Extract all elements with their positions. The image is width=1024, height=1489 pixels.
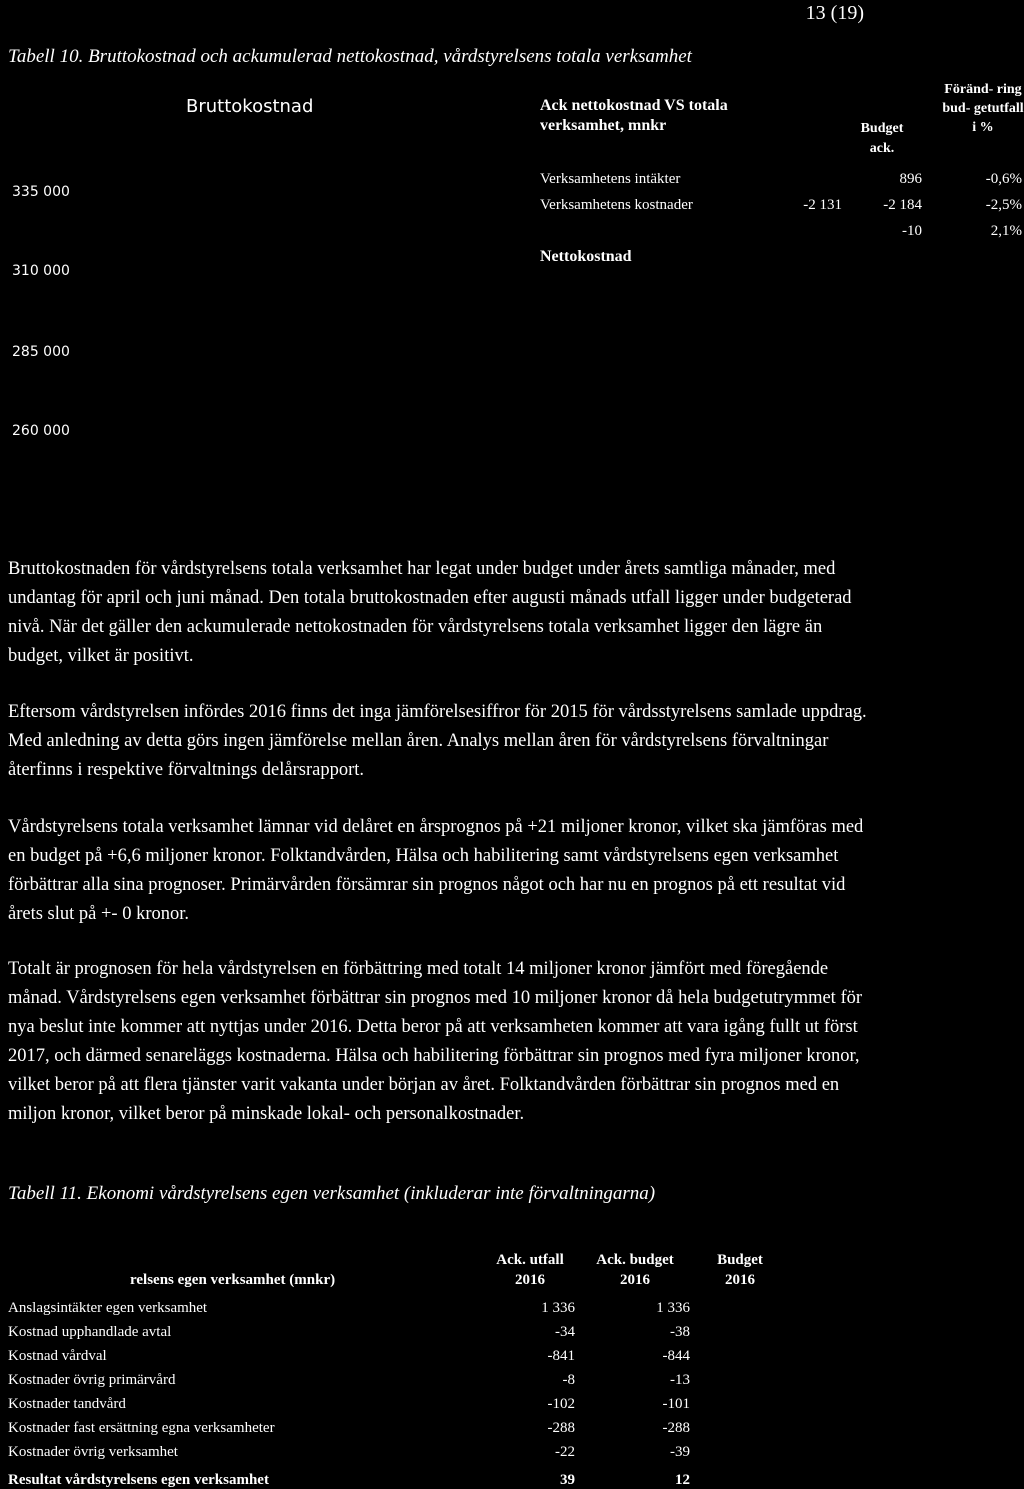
- table11-row-label: Anslagsintäkter egen verksamhet: [8, 1300, 208, 1316]
- table11-header-label: relsens egen verksamhet (mnkr): [130, 1272, 336, 1288]
- table11-row-v1: 1 336: [541, 1300, 575, 1316]
- table11-row-label: Kostnad vårdval: [8, 1348, 107, 1364]
- table11-header-col1: Ack. utfall 2016: [496, 1252, 564, 1288]
- table11-row-v1: -102: [547, 1396, 575, 1412]
- table11-row-label: Kostnader övrig primärvård: [8, 1372, 176, 1388]
- table10-row-outcome: -2 131: [803, 197, 842, 213]
- table10-row-label: Verksamhetens intäkter: [540, 171, 681, 187]
- table11-caption: Tabell 11. Ekonomi vårdstyrelsens egen verksamhet (inkluderar inte förvaltningarna): [8, 1183, 656, 1204]
- table11-row-v1: -288: [547, 1420, 575, 1436]
- y-tick-label: 310 000: [12, 263, 70, 279]
- paragraph: Bruttokostnaden för vårdstyrelsens totala verksamhet har legat under budget under årets samtliga månader, med undantag för april och juni månad. Den totala bruttokostnaden efter augusti månads utfall ligger under budgeterad nivå. När det gäller den ackumulerade nettokostnaden för vårdstyrelsens totala verksamhet ligger den lägre än budget, vilket är positivt.: [8, 559, 852, 666]
- table11-row-v2: -288: [662, 1420, 690, 1436]
- table10-row-budget: -2 184: [883, 197, 922, 213]
- page-number: 13 (19): [805, 2, 864, 24]
- paragraph: Totalt är prognosen för hela vårdstyrelsen en förbättring med totalt 14 miljoner kronor jämfört med föregående månad. Vårdstyrelsens egen verksamhet förbättrar sin prognos med 10 miljoner kronor då hela budgetutrymmet för nya beslut inte kommer att nyttjas under 2016. Detta beror på att verksamheten kommer att vara igång fullt ut först 2017, och därmed senareläggs kostnaderna. Hälsa och habilitering förbättrar sin prognos med fyra miljoner kronor, vilket beror på att flera tjänster varit vakanta under början av året. Folktandvården förbättrar sin prognos med en miljon kronor, vilket beror på minskade lokal- och personalkostnader.: [8, 959, 863, 1124]
- table11-header-col3: Budget 2016: [717, 1252, 763, 1288]
- table10-header-change: Föränd- ring bud- getutfall i %: [942, 82, 1024, 135]
- table10-row-budget: 896: [899, 171, 922, 187]
- table11-row-v2: -13: [670, 1372, 690, 1388]
- y-tick-label: 285 000: [12, 344, 70, 360]
- table11-header-col2: Ack. budget 2016: [596, 1252, 674, 1288]
- table11-row-v1: -841: [547, 1348, 575, 1364]
- table10-row-budget: -10: [902, 223, 922, 239]
- paragraph: Eftersom vårdstyrelsen infördes 2016 finns det inga jämförelsesiffror för 2015 för vårdsstyrelsens samlade uppdrag. Med anledning av detta görs ingen jämförelse mellan åren. Analys mellan åren för vårdstyrelsens förvaltningar återfinns i respektive förvaltnings delårsrapport.: [8, 702, 867, 780]
- table10-row-change: -2,5%: [985, 197, 1022, 213]
- table10-header-budget: Budget ack.: [860, 121, 904, 156]
- table11-row-v2: -39: [670, 1444, 690, 1460]
- table11-row-label: Kostnad upphandlade avtal: [8, 1324, 172, 1340]
- table10-row-change: 2,1%: [990, 223, 1022, 239]
- table10-net-label: Nettokostnad: [540, 248, 632, 265]
- table11-row-v2: 1 336: [656, 1300, 690, 1316]
- table11-result-v2: 12: [675, 1472, 690, 1488]
- table11-row-v2: -101: [662, 1396, 690, 1412]
- table11-row-label: Kostnader övrig verksamhet: [8, 1444, 178, 1460]
- table11-result-v1: 39: [560, 1472, 575, 1488]
- table10-caption: Tabell 10. Bruttokostnad och ackumulerad nettokostnad, vårdstyrelsens totala verksamhet: [8, 46, 692, 67]
- table11-row-v1: -22: [555, 1444, 575, 1460]
- table11-row-v1: -34: [555, 1324, 575, 1340]
- table10-header-label: Ack nettokostnad VS totala verksamhet, mnkr: [540, 97, 728, 134]
- table11-result-label: Resultat vårdstyrelsens egen verksamhet: [8, 1472, 269, 1488]
- chart-title: Bruttokostnad: [186, 96, 314, 117]
- table11-row-label: Kostnader tandvård: [8, 1396, 126, 1412]
- table11-row-v2: -844: [662, 1348, 690, 1364]
- table10-row-change: -0,6%: [985, 171, 1022, 187]
- y-tick-label: 335 000: [12, 184, 70, 200]
- table11-row-v2: -38: [670, 1324, 690, 1340]
- table11-row-v1: -8: [562, 1372, 575, 1388]
- paragraph: Vårdstyrelsens totala verksamhet lämnar vid delåret en årsprognos på +21 miljoner kronor, vilket ska jämföras med en budget på +6,6 miljoner kronor. Folktandvården, Hälsa och habilitering samt vårdstyrelsens egen verksamhet förbättrar alla sina prognoser. Primärvården försämrar sin prognos något och har nu en prognos på ett resultat vid årets slut på +- 0 kronor.: [8, 817, 864, 924]
- table11-row-label: Kostnader fast ersättning egna verksamheter: [8, 1420, 275, 1436]
- table10-row-label: Verksamhetens kostnader: [540, 197, 693, 213]
- y-tick-label: 260 000: [12, 423, 70, 439]
